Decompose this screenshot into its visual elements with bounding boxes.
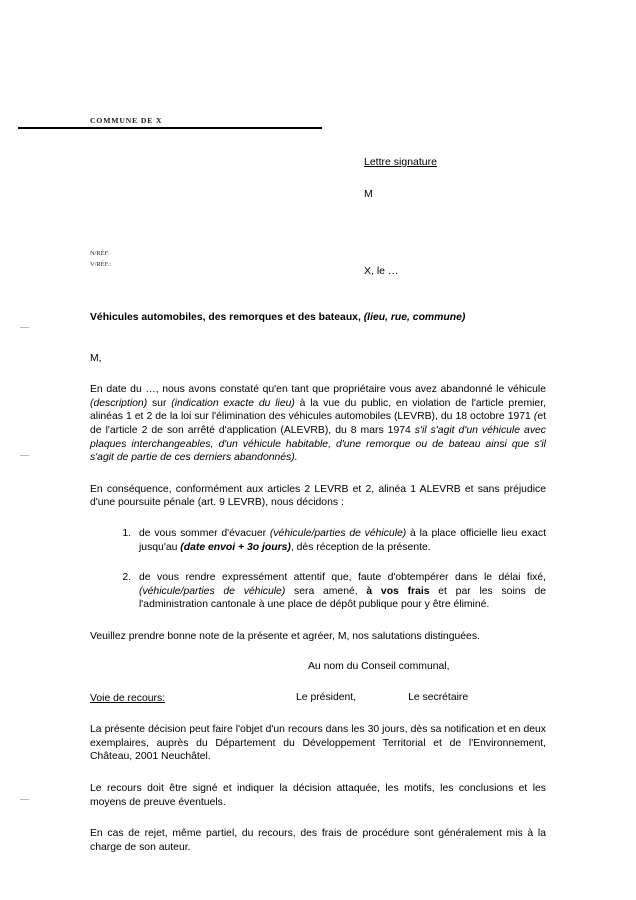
decision-text-2: sera amené, xyxy=(285,585,367,597)
list-item xyxy=(90,527,546,554)
place-date: X, le … xyxy=(364,265,399,277)
finding-italic-conditions: s'il s'agit d'un véhicule avec plaques interchangeables, d'un véhicule habitable, d'une remorque ou de bateau ainsi que s'il s'agit de partie de ces derniers abandonnés). xyxy=(90,424,546,464)
decision-text-1: de vous rendre expressément attentif que, faute d'obtempérer dans le délai fixé, xyxy=(139,572,546,584)
list-item xyxy=(90,571,546,612)
scan-artifact-tick xyxy=(20,799,29,800)
decision-text-3: , dès réception de la présente. xyxy=(290,541,431,553)
closing-politeness: Veuillez prendre bonne note de la présente et agréer, M, nos salutations distinguées. xyxy=(90,630,480,642)
our-reference: N/RÉF. xyxy=(90,250,110,257)
salutation: M, xyxy=(90,352,102,364)
decision-text-2: à la place officielle lieu exact jusqu'au xyxy=(139,527,546,553)
appeal-heading: Voie de recours: xyxy=(90,692,166,704)
appeal-paragraph-1: La présente décision peut faire l'objet d'un recours dans les 30 jours, dès sa notification et en deux exemplaires, auprès du Département du Développement Territorial et de l'Environnement, Château, 2001 Neuchâtel. xyxy=(90,724,546,763)
list-item-number: 2. xyxy=(122,572,131,584)
paragraph-finding xyxy=(90,383,546,465)
your-reference: V/RÉF.: xyxy=(90,260,111,268)
reference-block xyxy=(90,249,111,270)
decision-text-3: et par les soins de l'administration cantonale à une place de dépôt publique pour y être éliminé. xyxy=(139,585,547,611)
appeal-paragraph-2: Le recours doit être signé et indiquer la décision attaquée, les motifs, les conclusions et les moyens de preuve éventuels. xyxy=(90,783,546,808)
letterhead-divider xyxy=(18,127,322,129)
delivery-type-label: Lettre signature xyxy=(364,156,437,168)
finding-italic-location: (indication exacte du lieu) xyxy=(171,397,295,409)
president-label: Le président, xyxy=(296,692,357,704)
secretary-label: Le secrétaire xyxy=(408,692,469,704)
subject-main: Véhicules automobiles, des remorques et des bateaux, xyxy=(90,312,361,323)
decision-italic-vehicle: (véhicule/parties de véhicule) xyxy=(139,585,286,597)
finding-text-2: sur xyxy=(147,397,172,409)
subject-location: (lieu, rue, commune) xyxy=(363,312,466,323)
decisions-list xyxy=(90,527,546,612)
commune-title: COMMUNE DE X xyxy=(90,116,163,125)
on-behalf-of-line: Au nom du Conseil communal, xyxy=(308,660,450,672)
decision-bold-at-your-expense: à vos frais xyxy=(366,585,430,597)
finding-italic-open-paren: ( xyxy=(533,411,538,423)
recipient-block xyxy=(364,155,604,201)
scan-artifact-tick xyxy=(20,327,29,328)
letter-body xyxy=(90,311,546,854)
finding-italic-description: (description) xyxy=(90,397,148,409)
decision-bold-deadline: (date envoi + 3o jours) xyxy=(180,541,291,553)
decision-text-1: de vous sommer d'évacuer xyxy=(139,527,270,539)
appeal-paragraph-3: En cas de rejet, même partiel, du recours, des frais de procédure sont généralement mis à la charge de son auteur. xyxy=(90,828,546,853)
subject-line xyxy=(90,311,546,325)
recipient-name: M xyxy=(364,188,373,200)
decision-italic-vehicle: (véhicule/parties de véhicule) xyxy=(269,527,407,539)
letterhead xyxy=(18,116,322,129)
finding-text-1: En date du …, nous avons constaté qu'en tant que propriétaire vous avez abandonné le véhicule xyxy=(90,384,546,396)
list-item-number: 1. xyxy=(122,527,131,539)
finding-text-4: et de l'article 2 de son arrêté d'application (ALEVRB), du 8 mars 1974 xyxy=(90,411,546,436)
paragraph-consequence: En conséquence, conformément aux articles 2 LEVRB et 2, alinéa 1 ALEVRB et sans préjudice d'une poursuite pénale (art. 9 LEVRB), nous décidons : xyxy=(90,483,546,509)
finding-text-3: à la vue du public, en violation de l'article premier, alinéas 1 et 2 de la loi sur l'élimination des véhicules automobiles (LEVRB), du 18 octobre 1971 xyxy=(90,397,546,423)
scan-artifact-tick xyxy=(20,455,29,456)
